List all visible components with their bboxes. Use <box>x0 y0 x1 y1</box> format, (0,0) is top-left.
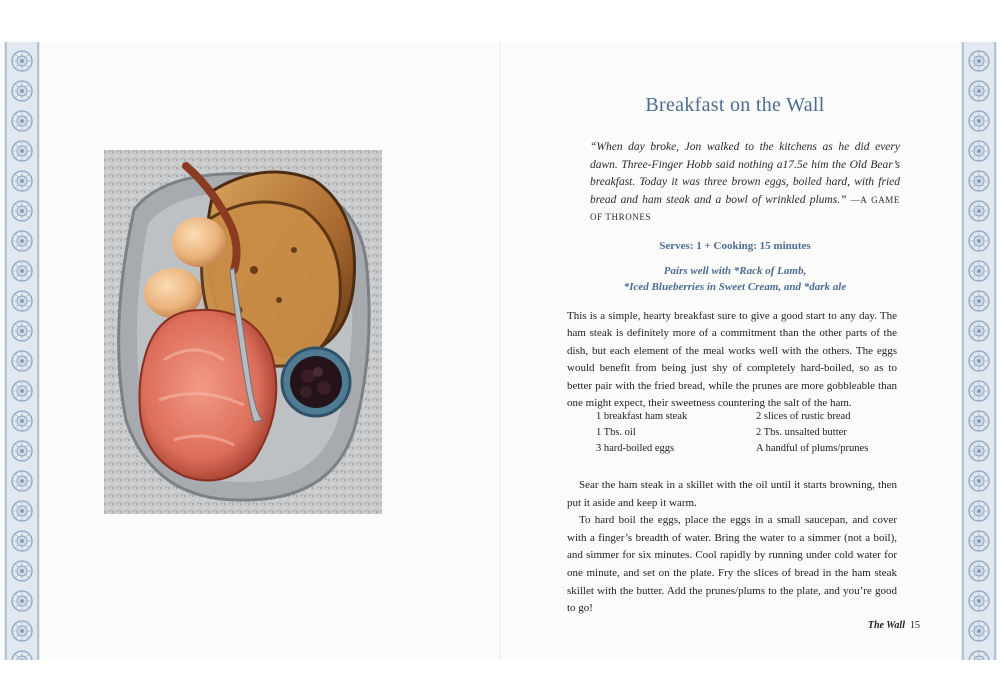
footer-section-name: The Wall <box>867 620 905 631</box>
ingredients-column-right <box>756 409 916 456</box>
pairs-line-1: Pairs well with *Rack of Lamb, <box>663 265 807 277</box>
recipe-steps <box>567 477 897 618</box>
ingredient-item: 2 Tbs. unsalted butter <box>756 426 847 438</box>
pairs-line-2: *Iced Blueberries in Sweet Cream, and *dark ale <box>623 281 847 293</box>
recipe-title: Breakfast on the Wall <box>645 94 825 116</box>
ingredient-item: 3 hard-boiled eggs <box>596 442 675 454</box>
page-number: 15 <box>910 620 920 631</box>
ingredient-item: 1 Tbs. oil <box>596 426 636 438</box>
ingredient-item: 2 slices of rustic bread <box>756 411 851 422</box>
epigraph-attribution: —A GAME OF THRONES <box>590 194 901 223</box>
step-paragraph-1: Sear the ham steak in a skillet with the oil until it starts browning, then put it aside and keep it warm. <box>567 479 897 509</box>
border-pattern-icon <box>961 42 997 660</box>
right-decorative-border <box>961 42 997 660</box>
ingredient-item: A handful of plums/prunes <box>756 442 869 454</box>
border-pattern-icon <box>4 42 40 660</box>
breakfast-photo <box>104 150 382 514</box>
ingredients-column-left <box>596 409 756 456</box>
pairs-well-with <box>560 263 910 295</box>
epigraph-quote <box>590 139 900 227</box>
breakfast-plate-image <box>104 150 382 514</box>
page-footer <box>860 620 920 631</box>
ingredient-item: 1 breakfast ham steak <box>596 411 688 422</box>
book-gutter <box>499 42 501 660</box>
left-decorative-border <box>4 42 40 660</box>
step-paragraph-2: To hard boil the eggs, place the eggs in a small saucepan, and cover with a finger’s breadth of water. Bring the water to a simmer (not a boil), and simmer for six minutes. Cool rapidly by running under cold water for one minute, and set on the plate. Fry the slices of bread in the ham steak skillet with the butter. Add the prunes/plums to the plate, and you’re good to go! <box>567 514 897 615</box>
recipe-intro: This is a simple, hearty breakfast sure to give a good start to any day. The ham steak is definitely more of a commitment than the other parts of the dish, but each element of the meal works well with the others. The eggs would benefit from being just shy of completely hard-boiled, so as to better pair with the fried bread, while the prunes are more gobbleable than one might expect, their sweetness countering the salt of the ham. <box>567 310 897 410</box>
epigraph-text: “When day broke, Jon walked to the kitchens as he did every dawn. Three-Finger Hobb said nothing a17.5e him the Old Bear’s breakfast. Today it was three brown eggs, boiled hard, with fried bread and ham steak and a bowl of wrinkled plums.” <box>590 141 900 206</box>
serves-cooking-time: Serves: 1 + Cooking: 15 minutes <box>659 240 811 252</box>
